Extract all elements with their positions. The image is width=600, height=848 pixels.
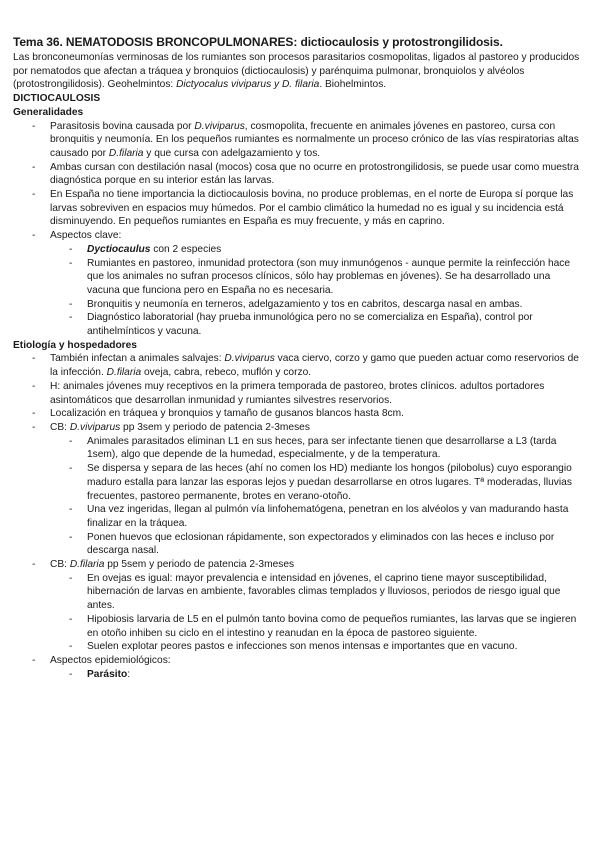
etiologia-list bbox=[13, 352, 582, 681]
viviparus-cycle-list bbox=[50, 435, 582, 558]
sub-list-item: - Una vez ingeridas, llegan al pulmón vía linfohematógena, penetran en los alvéolos y van madurando hasta finalizar en la tráquea. bbox=[13, 503, 582, 530]
sub-list-item: - Se dispersa y separa de las heces (ahí no comen los HD) mediante los hongos (pilobolus) cuyo esporangio maduro estalla para lanzar las esporas lejos y puedan desarrollarse en otros lugares. Tª moderadas, lluvias frecuentes, pastoreo permanente, brotes en verano-otoño. bbox=[13, 462, 582, 503]
sub-list-item: - Rumiantes en pastoreo, inmunidad protectora (son muy inmunógenos - aunque permite la reinfección hace que los animales no sufran procesos clínicos, sólo hay problemas en jóvenes). Se ha desarrollado una vacuna que funciona pero en España no es necesaria. bbox=[13, 257, 582, 298]
subheading-etiologia: Etiología y hospedadores bbox=[13, 339, 137, 351]
sub-list-item: - Hipobiosis larvaria de L5 en el pulmón tanto bovina como de pequeños rumiantes, las larvas que se ingieren en otoño inhiben su ciclo en el intestino y reanudan en la época de pastoreo siguiente. bbox=[13, 613, 582, 640]
intro-paragraph: Las bronconeumonías verminosas de los rumiantes son procesos parasitarios cosmopolitas, ligados al pastoreo y producidos por nematodos que afectan a tráquea y bronquios (dictiocaulosis) y parénquima pulmonar, bronquiolos y alvéolos (protostrongilidosis). Geohelmintos: Dictyocalus viviparus y D. filaria. Biohelmintos. bbox=[13, 52, 580, 91]
list-item: - Aspectos clave: - Dyctiocaulus con 2 especies - Rumiantes en pastoreo, inmunidad protectora (son muy inmunógenos - aunque permite la reinfección hace que los animales no sufran procesos clínicos, sólo hay problemas en jóvenes). Se ha desarrollado una vacuna que funciona pero en España no es necesaria. - Bronquitis y neumonía en terneros, adelgazamiento y tos en cabritos, descarga nasal en ambas. - Diagnóstico laboratorial (hay prueba inmunológica pero no se comercializa en España), control por antihelmínticos y vacuna. bbox=[13, 229, 582, 339]
list-item: - Localización en tráquea y bronquios y tamaño de gusanos blancos hasta 8cm. bbox=[13, 407, 582, 421]
list-item: - Parasitosis bovina causada por D.viviparus, cosmopolita, frecuente en animales jóvenes en pastoreo, cursa con bronquitis y neumonía. En los pequeños rumiantes es normalmente un proceso crónico de las vías respiratorias altas causado por D.filaria y que cursa con adelgazamiento y tos. bbox=[13, 120, 582, 161]
sub-list-item: - Bronquitis y neumonía en terneros, adelgazamiento y tos en cabritos, descarga nasal en ambas. bbox=[13, 298, 582, 312]
list-item: - Aspectos epidemiológicos: - Parásito: bbox=[13, 654, 582, 681]
list-item: - CB: D.filaria pp 5sem y periodo de patencia 2-3meses - En ovejas es igual: mayor prevalencia e intensidad en jóvenes, el caprino tiene mayor susceptibilidad, hibernación de larvas en ambiente, favorables climas templados y lluviosos, periodos de riesgo igual que antes. - Hipobiosis larvaria de L5 en el pulmón tanto bovina como de pequeños rumiantes, las larvas que se ingieren en otoño inhiben su ciclo en el intestino y reanudan en la época de pastoreo siguiente. - Suelen explotar peores pastos e infecciones son menos intensas e importantes que en vacuno. bbox=[13, 558, 582, 654]
generalidades-list bbox=[13, 120, 582, 339]
list-item: - Ambas cursan con destilación nasal (mocos) cosa que no ocurre en protostrongilidosis, se puede usar como muestra diagnóstica porque en su interior están las larvas. bbox=[13, 161, 582, 188]
sub-list-item: - Parásito: bbox=[13, 668, 582, 682]
list-item: - H: animales jóvenes muy receptivos en la primera temporada de pastoreo, brotes clínicos. adultos portadores asintomáticos que desarrollan inmunidad y rumiantes silvestres reservorios. bbox=[13, 380, 582, 407]
page-title: Tema 36. NEMATODOSIS BRONCOPULMONARES: dictiocaulosis y protostrongilidosis. bbox=[13, 35, 503, 49]
section-heading-dictiocaulosis: DICTIOCAULOSIS bbox=[13, 93, 101, 105]
sub-list-item: - Dyctiocaulus con 2 especies bbox=[13, 243, 582, 257]
list-item: - CB: D.viviparus pp 3sem y periodo de patencia 2-3meses - Animales parasitados eliminan L1 en sus heces, para ser infectante tienen que desarrollarse a L3 (tarda 1sem), algo que depende de la humedad, especialmente, y de la temperatura. - Se dispersa y separa de las heces (ahí no comen los HD) mediante los hongos (pilobolus) cuyo esporangio maduro estalla para lanzar las esporas lejos y puedan desarrollarse en otros lugares. Tª moderadas, lluvias frecuentes, pastoreo permanente, brotes en verano-otoño. - Una vez ingeridas, llegan al pulmón vía linfohematógena, penetran en los alvéolos y van madurando hasta finalizar en la tráquea. - Ponen huevos que eclosionan rápidamente, son expectorados y eliminados con las heces e incluso por descarga nasal. bbox=[13, 421, 582, 558]
sub-list-item: - Animales parasitados eliminan L1 en sus heces, para ser infectante tienen que desarrollarse a L3 (tarda 1sem), algo que depende de la humedad, especialmente, y de la temperatura. bbox=[13, 435, 582, 462]
subheading-generalidades: Generalidades bbox=[13, 106, 84, 118]
key-aspects-list bbox=[50, 243, 582, 339]
sub-list-item: - En ovejas es igual: mayor prevalencia e intensidad en jóvenes, el caprino tiene mayor susceptibilidad, hibernación de larvas en ambiente, favorables climas templados y lluviosos, periodos de riesgo igual que antes. bbox=[13, 572, 582, 613]
epidemiology-list bbox=[50, 668, 582, 682]
sub-list-item: - Suelen explotar peores pastos e infecciones son menos intensas e importantes que en vacuno. bbox=[13, 640, 582, 654]
sub-list-item: - Diagnóstico laboratorial (hay prueba inmunológica pero no se comercializa en España), control por antihelmínticos y vacuna. bbox=[13, 311, 582, 338]
list-item: - También infectan a animales salvajes: D.viviparus vaca ciervo, corzo y gamo que pueden actuar como reservorios de la infección. D.filaria oveja, cabra, rebeco, muflón y corzo. bbox=[13, 352, 582, 379]
sub-list-item: - Ponen huevos que eclosionan rápidamente, son expectorados y eliminados con las heces e incluso por descarga nasal. bbox=[13, 531, 582, 558]
list-item: - En España no tiene importancia la dictiocaulosis bovina, no produce problemas, en el norte de Europa sí porque las larvas sobreviven en espacios muy húmedos. Por el cambio climático la humedad no es igual y su incidencia está disminuyendo. En pequeños rumiantes en España es muy frecuente, y más en caprino. bbox=[13, 188, 582, 229]
filaria-cycle-list bbox=[50, 572, 582, 654]
